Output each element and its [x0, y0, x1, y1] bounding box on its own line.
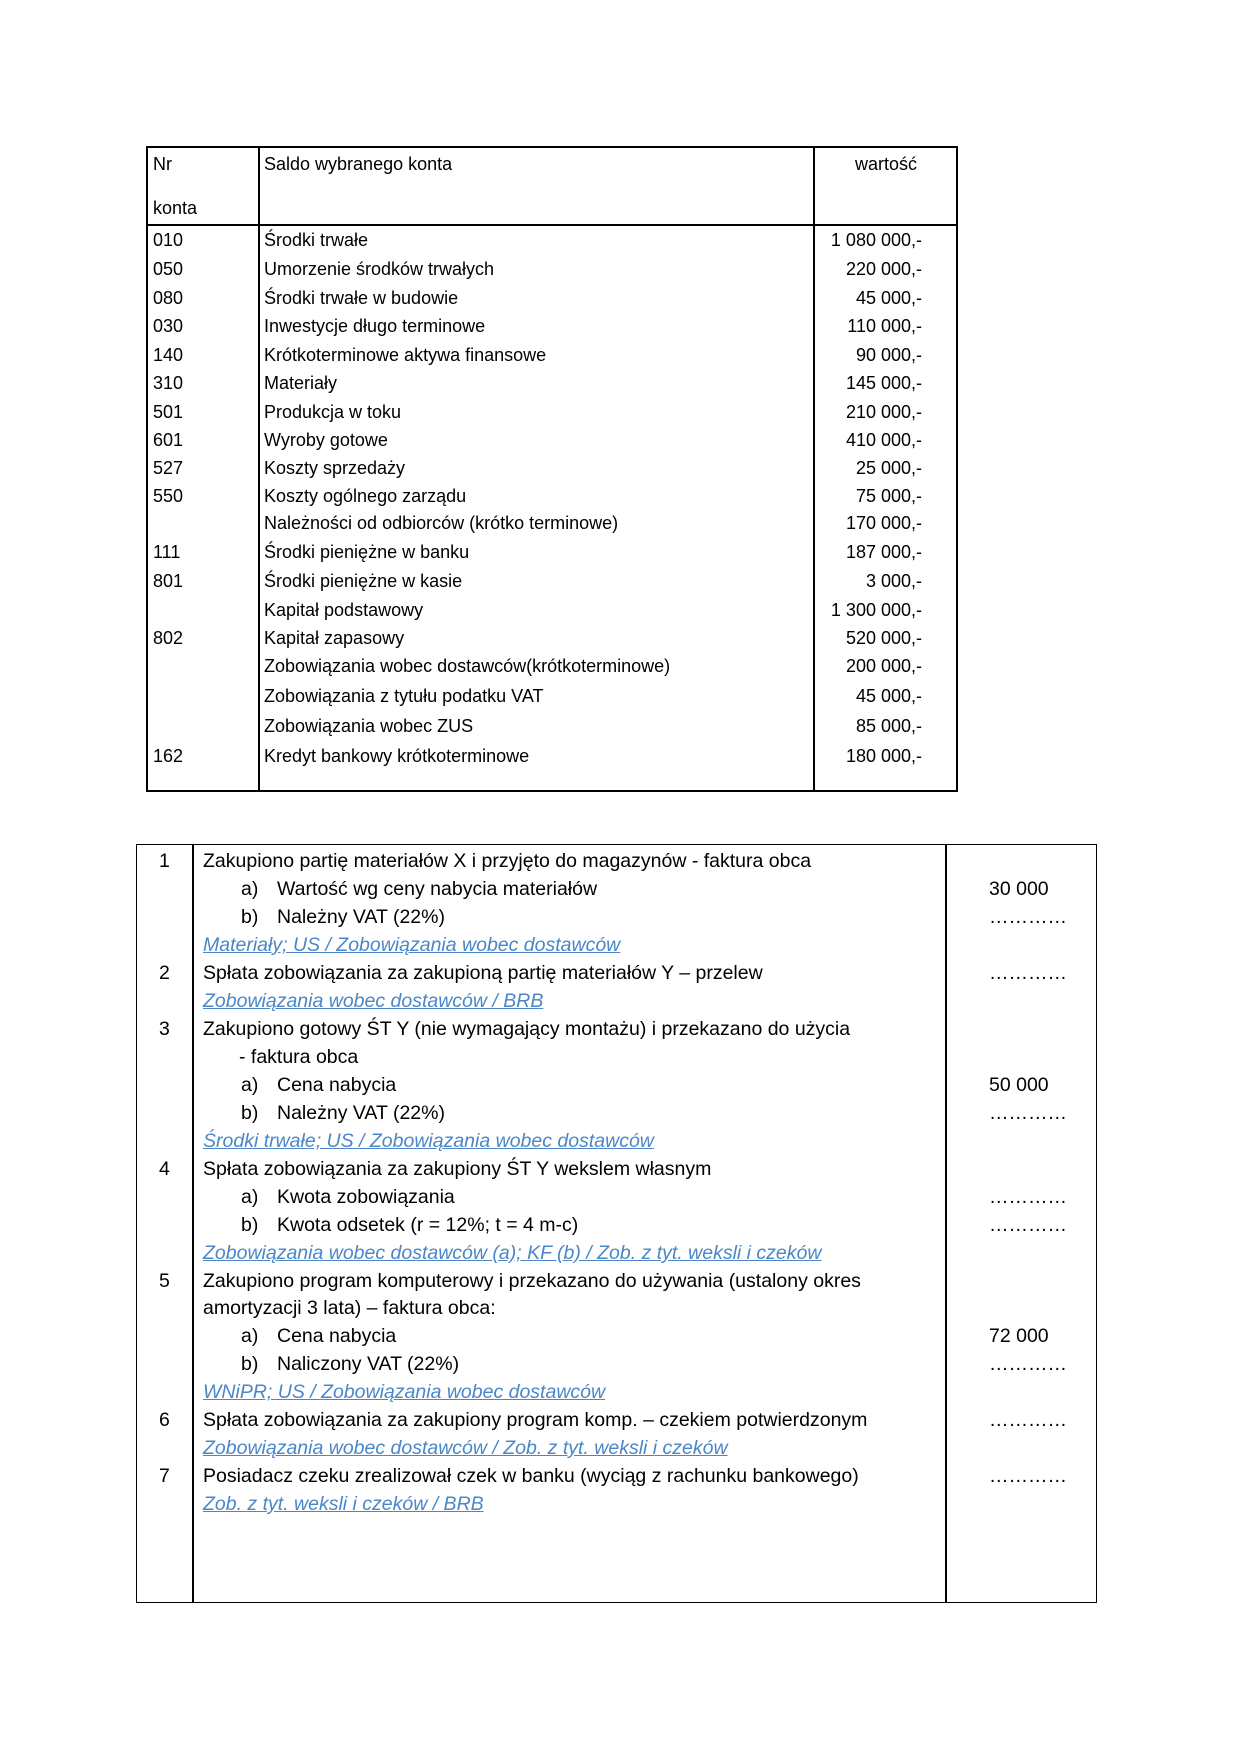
account-number: 111 [153, 542, 181, 562]
account-number: 802 [153, 628, 184, 648]
operation-description: Zakupiono gotowy ŚT Y (nie wymagający montażu) i przekazano do użycia [203, 1018, 851, 1040]
journal-entry-link[interactable]: WNiPR; US / Zobowiązania wobec dostawców [203, 1381, 606, 1403]
subitem-text: Kwota zobowiązania [277, 1186, 455, 1208]
account-value: 45 000,- [855, 686, 922, 706]
account-number: 030 [153, 316, 184, 336]
operation-description: Zakupiono program komputerowy i przekazano do używania (ustalony okres [203, 1270, 861, 1292]
account-value: 520 000,- [845, 628, 922, 648]
account-value: 210 000,- [845, 402, 922, 422]
journal-entry-link[interactable]: Zobowiązania wobec dostawców / BRB [203, 990, 544, 1012]
subitem-letter: b) [241, 1102, 259, 1124]
journal-entry-link[interactable]: Zobowiązania wobec dostawców / Zob. z tyt. weksli i czeków [203, 1437, 728, 1459]
journal-entry-link[interactable]: Zob. z tyt. weksli i czeków / BRB [203, 1493, 484, 1515]
account-number: 010 [153, 230, 184, 250]
subitem-letter: a) [241, 1186, 259, 1208]
operation-description: Spłata zobowiązania za zakupioną partię materiałów Y – przelew [203, 962, 763, 984]
journal-entry-link[interactable]: Materiały; US / Zobowiązania wobec dostawców [203, 934, 621, 956]
column-divider [192, 845, 194, 1602]
account-value: 220 000,- [845, 259, 922, 279]
account-name: Produkcja w toku [264, 402, 402, 422]
subitem-letter: b) [241, 1214, 259, 1236]
account-name: Zobowiązania z tytułu podatku VAT [264, 686, 544, 706]
account-value: 180 000,- [845, 746, 922, 766]
account-number: 310 [153, 373, 184, 393]
subitem-text: Naliczony VAT (22%) [277, 1353, 460, 1375]
account-name: Inwestycje długo terminowe [264, 316, 486, 336]
account-value: 170 000,- [845, 513, 922, 533]
account-name: Umorzenie środków trwałych [264, 259, 495, 279]
account-name: Kapitał podstawowy [264, 600, 424, 620]
subitem-letter: a) [241, 1074, 259, 1096]
column-divider [945, 845, 947, 1602]
amount-value: 30 000 [989, 878, 1049, 900]
account-number: 080 [153, 288, 184, 308]
account-value: 145 000,- [845, 373, 922, 393]
account-number: 050 [153, 259, 184, 279]
header-account-name: Saldo wybranego konta [264, 154, 453, 174]
operations-table [136, 844, 1097, 1603]
account-value: 85 000,- [855, 716, 922, 736]
operation-description: Zakupiono partię materiałów X i przyjęto do magazynów - faktura obca [203, 850, 812, 872]
account-value: 410 000,- [845, 430, 922, 450]
subitem-letter: b) [241, 1353, 259, 1375]
account-name: Wyroby gotowe [264, 430, 388, 450]
account-number: 550 [153, 486, 184, 506]
account-number: 527 [153, 458, 184, 478]
amount-value: 72 000 [989, 1325, 1049, 1347]
subitem-text: Należny VAT (22%) [277, 906, 445, 928]
account-number: 162 [153, 746, 184, 766]
subitem-text: Kwota odsetek (r = 12%; t = 4 m-c) [277, 1214, 579, 1236]
account-value: 187 000,- [845, 542, 922, 562]
operation-number: 1 [159, 850, 170, 872]
account-number: 801 [153, 571, 184, 591]
account-name: Krótkoterminowe aktywa finansowe [264, 345, 547, 365]
account-value: 45 000,- [855, 288, 922, 308]
account-name: Należności od odbiorców (krótko terminowe) [264, 513, 619, 533]
operation-description: - faktura obca [239, 1046, 359, 1068]
subitem-letter: a) [241, 1325, 259, 1347]
account-name: Zobowiązania wobec ZUS [264, 716, 474, 736]
account-value: 110 000,- [847, 316, 922, 336]
operation-number: 2 [159, 962, 170, 984]
account-value: 90 000,- [855, 345, 922, 365]
operation-number: 6 [159, 1409, 170, 1431]
operation-number: 5 [159, 1270, 170, 1292]
amount-placeholder: ………… [989, 906, 1067, 928]
amount-placeholder: ………… [989, 1353, 1067, 1375]
account-value: 3 000,- [865, 571, 922, 591]
column-divider [813, 148, 815, 790]
amount-placeholder: ………… [989, 962, 1067, 984]
amount-placeholder: ………… [989, 1409, 1067, 1431]
header-nr: Nr [153, 154, 172, 174]
account-name: Środki trwałe w budowie [264, 288, 459, 308]
subitem-text: Cena nabycia [277, 1074, 397, 1096]
account-number: 501 [153, 402, 184, 422]
amount-placeholder: ………… [989, 1465, 1067, 1487]
account-name: Kapitał zapasowy [264, 628, 405, 648]
header-konta: konta [153, 198, 198, 218]
account-value: 75 000,- [855, 486, 922, 506]
amount-placeholder: ………… [989, 1102, 1067, 1124]
account-value: 25 000,- [855, 458, 922, 478]
account-name: Zobowiązania wobec dostawców(krótkoterminowe) [264, 656, 671, 676]
account-number: 140 [153, 345, 184, 365]
subitem-text: Wartość wg ceny nabycia materiałów [277, 878, 598, 900]
operation-description: Spłata zobowiązania za zakupiony program komp. – czekiem potwierdzonym [203, 1409, 868, 1431]
amount-placeholder: ………… [989, 1186, 1067, 1208]
subitem-text: Należny VAT (22%) [277, 1102, 445, 1124]
account-balances-table [146, 146, 958, 792]
account-name: Kredyt bankowy krótkoterminowe [264, 746, 530, 766]
account-value: 1 300 000,- [830, 600, 922, 620]
header-divider [148, 224, 956, 226]
account-name: Koszty sprzedaży [264, 458, 406, 478]
account-number: 601 [153, 430, 184, 450]
operation-description: Spłata zobowiązania za zakupiony ŚT Y wekslem własnym [203, 1158, 712, 1180]
operation-number: 4 [159, 1158, 170, 1180]
operation-description: amortyzacji 3 lata) – faktura obca: [203, 1297, 496, 1319]
account-value: 1 080 000,- [830, 230, 922, 250]
account-name: Środki trwałe [264, 230, 369, 250]
account-name: Środki pieniężne w banku [264, 542, 470, 562]
account-name: Materiały [264, 373, 338, 393]
operation-number: 3 [159, 1018, 170, 1040]
account-value: 200 000,- [845, 656, 922, 676]
operation-number: 7 [159, 1465, 170, 1487]
subitem-text: Cena nabycia [277, 1325, 397, 1347]
journal-entry-link[interactable]: Zobowiązania wobec dostawców (a); KF (b) / Zob. z tyt. weksli i czeków [203, 1242, 822, 1264]
account-name: Środki pieniężne w kasie [264, 571, 463, 591]
column-divider [258, 148, 260, 790]
account-name: Koszty ogólnego zarządu [264, 486, 467, 506]
header-value: wartość [855, 154, 918, 174]
subitem-letter: a) [241, 878, 259, 900]
amount-placeholder: ………… [989, 1214, 1067, 1236]
journal-entry-link[interactable]: Środki trwałe; US / Zobowiązania wobec dostawców [203, 1130, 654, 1152]
amount-value: 50 000 [989, 1074, 1049, 1096]
operation-description: Posiadacz czeku zrealizował czek w banku (wyciąg z rachunku bankowego) [203, 1465, 859, 1487]
subitem-letter: b) [241, 906, 259, 928]
